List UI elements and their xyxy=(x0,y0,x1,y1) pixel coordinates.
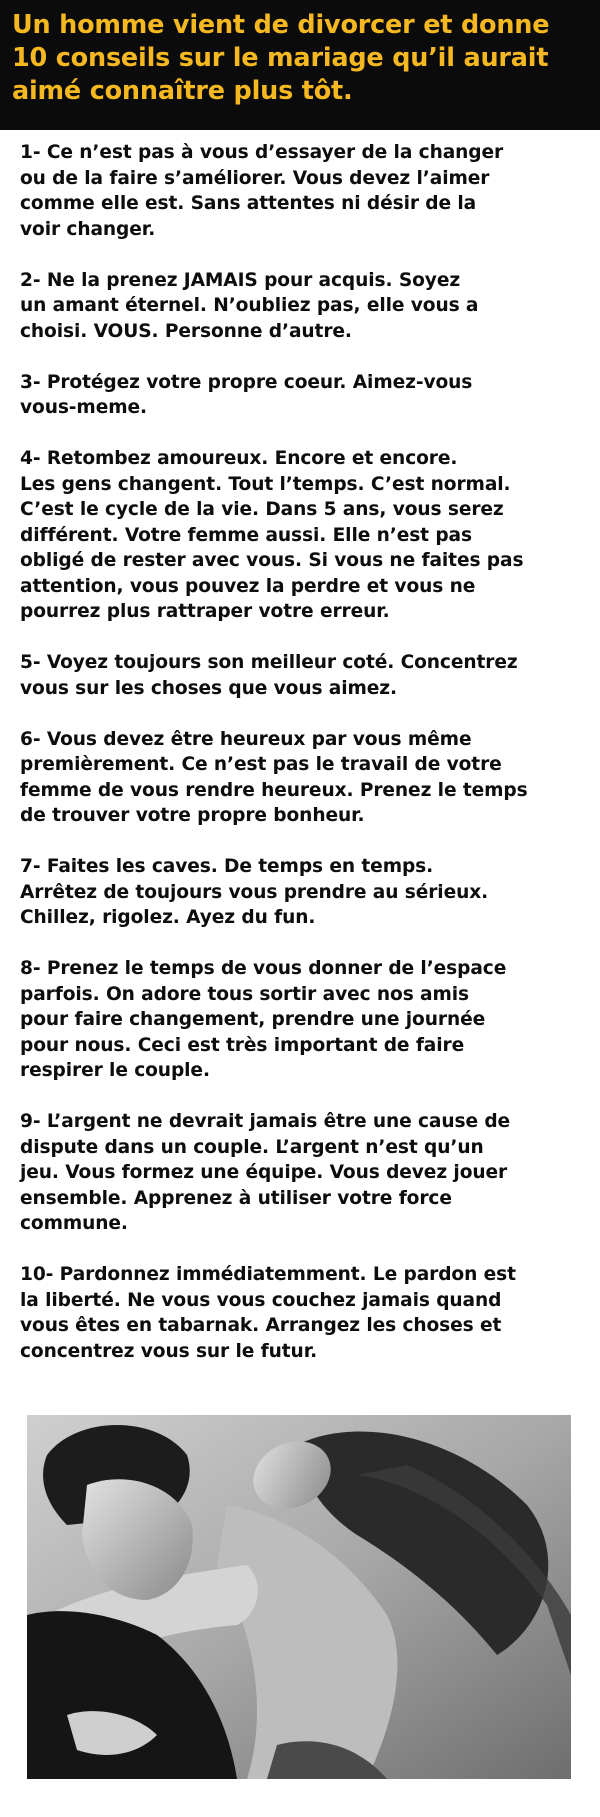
title-banner xyxy=(0,0,600,130)
tip-8: 8- Prenez le temps de vous donner de l’espace parfois. On adore tous sortir avec nos amis pour faire changement, prendre une journée pour nous. Ceci est très important de faire respirer le couple. xyxy=(20,958,507,1081)
tip-4: 4- Retombez amoureux. Encore et encore. Les gens changent. Tout l’temps. C’est normal. C’est le cycle de la vie. Dans 5 ans, vous serez différent. Votre femme aussi. Elle n’est pas obligé de rester avec vous. Si vous ne faites pas attention, vous pouvez la perdre et vous ne pourrez plus rattraper votre erreur. xyxy=(20,448,524,622)
page-title: Un homme vient de divorcer et donne 10 conseils sur le mariage qu’il aurait aimé connaître plus tôt. xyxy=(12,10,550,106)
tip-10: 10- Pardonnez immédiatemment. Le pardon est la liberté. Ne vous vous couchez jamais quand vous êtes en tabarnak. Arrangez les choses et concentrez vous sur le futur. xyxy=(20,1264,516,1362)
tip-1: 1- Ce n’est pas à vous d’essayer de la changer ou de la faire s’améliorer. Vous devez l’aimer comme elle est. Sans attentes ni désir de la voir changer. xyxy=(20,142,504,240)
tip-6: 6- Vous devez être heureux par vous même premièrement. Ce n’est pas le travail de votre femme de vous rendre heureux. Prenez le temps de trouver votre propre bonheur. xyxy=(20,728,528,826)
tip-5: 5- Voyez toujours son meilleur coté. Concentrez vous sur les choses que vous aimez. xyxy=(20,652,518,699)
tip-2: 2- Ne la prenez JAMAIS pour acquis. Soyez un amant éternel. N’oubliez pas, elle vous a choisi. VOUS. Personne d’autre. xyxy=(20,269,479,342)
tip-3: 3- Protégez votre propre coeur. Aimez-vous vous-meme. xyxy=(20,371,473,418)
tips-list xyxy=(20,140,595,1390)
couple-photo-illustration xyxy=(27,1415,571,1779)
tip-7: 7- Faites les caves. De temps en temps. Arrêtez de toujours vous prendre au sérieux. Chillez, rigolez. Ayez du fun. xyxy=(20,856,489,928)
tip-9: 9- L’argent ne devrait jamais être une cause de dispute dans un couple. L’argent n’est qu’un jeu. Vous formez une équipe. Vous devez jouer ensemble. Apprenez à utiliser votre force commune. xyxy=(20,1111,511,1234)
couple-photo xyxy=(27,1415,571,1779)
